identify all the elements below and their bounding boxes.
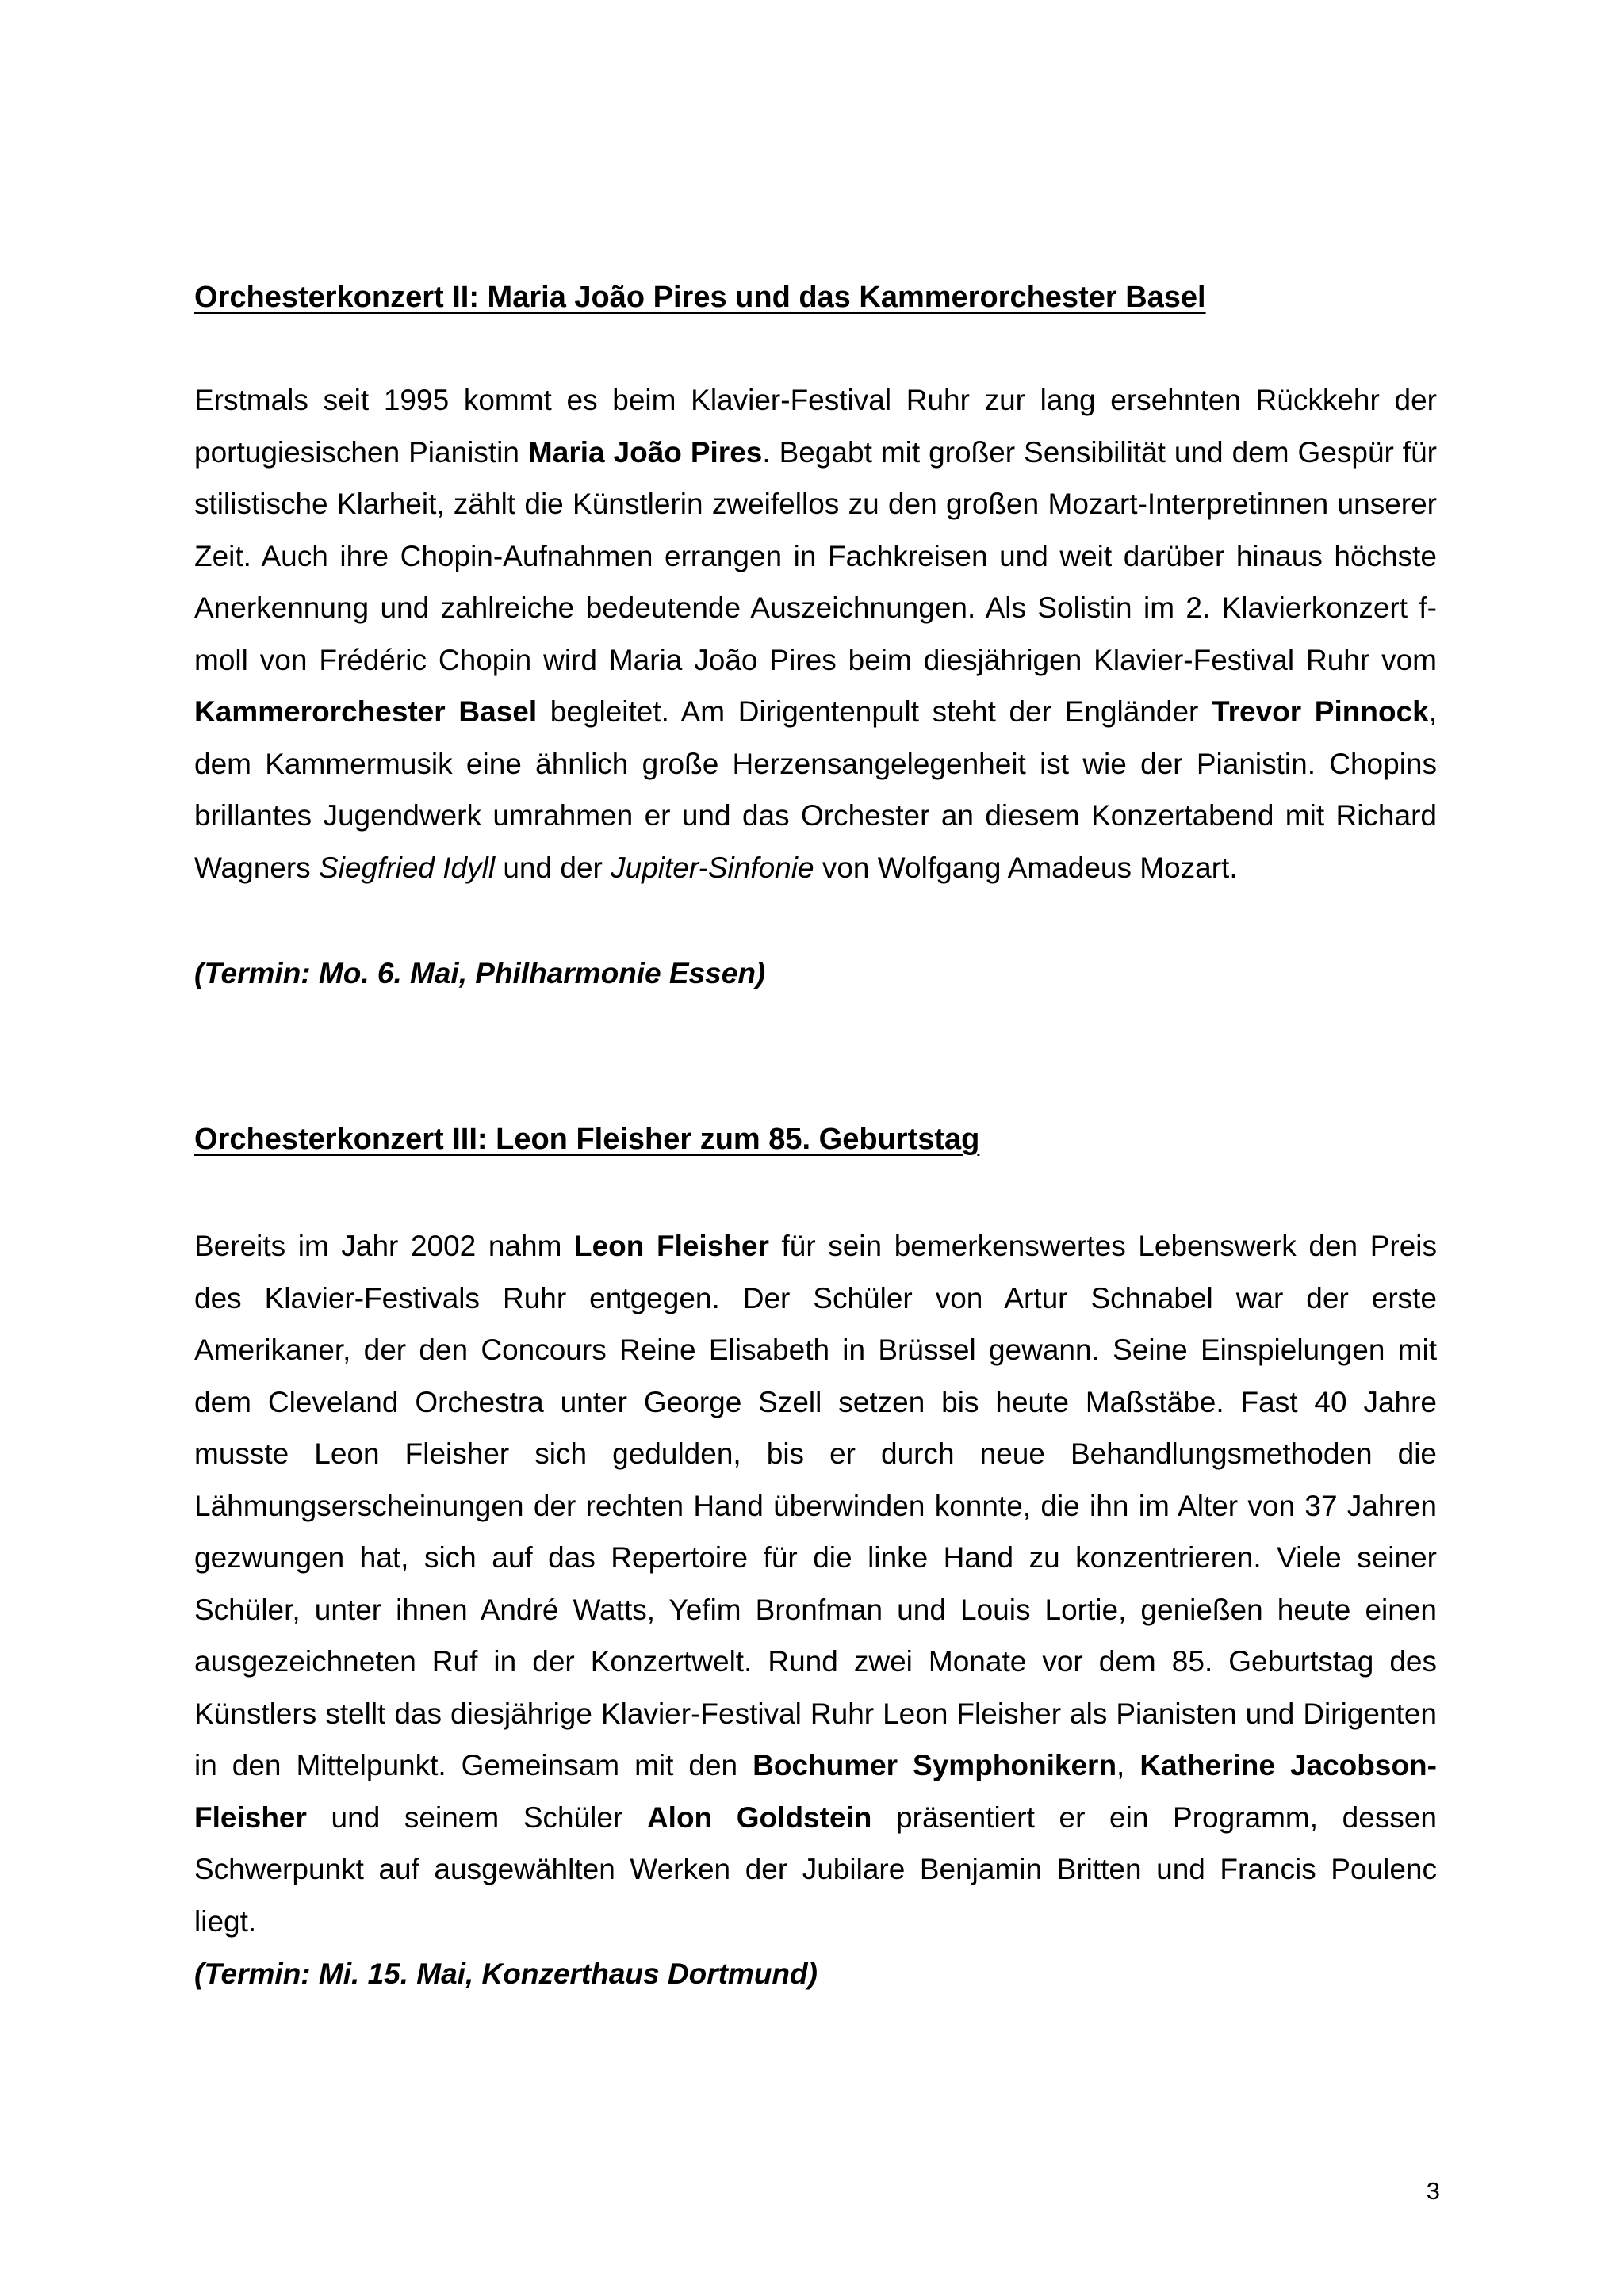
text-run: begleitet. Am Dirigentenpult steht der Engländer — [537, 695, 1212, 728]
performer-name-bold: Alon Goldstein — [646, 1800, 872, 1834]
page-number: 3 — [1426, 2177, 1440, 2205]
text-run: , — [1116, 1749, 1140, 1781]
text-run: von Wolfgang Amadeus Mozart. — [814, 851, 1238, 884]
orchestra-name-bold: Bochumer Symphonikern — [753, 1749, 1117, 1781]
performer-name-bold: Maria João Pires — [527, 435, 763, 469]
text-run: für sein bemerkenswertes Lebenswerk den Preis des Klavier-Festivals Ruhr entgegen. Der Schüler von Artur Schnabel war der erste Amerikaner, der den Concours Reine Elisabeth in Brüssel gewann. Seine Einspielungen mit dem Cleveland Orchestra unter George Szell setzen bis heute Maßstäbe. Fast 40 Jahre musste Leon Fleisher sich gedulden, bis er durch neue Behandlungsmethoden die Lähmungserscheinungen der rechten Hand überwinden konnte, die ihn im Alter von 37 Jahren gezwungen hat, sich auf das Repertoire für die linke Hand zu konzentrieren. Viele seiner Schüler, unter ihnen André Watts, Yefim Bronfman und Louis Lortie, genießen heute einen ausgezeichneten Ruf in der Konzertwelt. Rund zwei Monate vor dem 85. Geburtstag des Künstlers stellt das diesjährige Klavier-Festival Ruhr Leon Fleisher als Pianisten und Dirigenten in den Mittelpunkt. Gemeinsam mit den — [194, 1230, 1438, 1781]
text-run: und seinem Schüler — [306, 1800, 647, 1834]
performer-name-bold: Leon Fleisher — [574, 1230, 769, 1262]
conductor-name-bold: Trevor Pinnock — [1212, 695, 1429, 728]
section-1-termin: (Termin: Mo. 6. Mai, Philharmonie Essen) — [194, 957, 766, 989]
text-run: präsentiert er ein Programm, dessen Schwerpunkt auf ausgewählten Werken der Jubilare Benjamin Britten und Francis Poulenc liegt. — [194, 1800, 1437, 1938]
text-run: Erstmals seit 1995 kommt es beim Klavier-Festival Ruhr zur lang ersehnten Rückkehr der portugiesischen Pianistin — [194, 384, 1437, 469]
text-run: Bereits im Jahr 2002 nahm — [194, 1230, 574, 1262]
section-1-heading: Orchesterkonzert II: Maria João Pires und das Kammerorchester Basel — [194, 281, 1206, 314]
section-2-paragraph — [194, 1220, 1437, 1947]
text-run: . Begabt mit großer Sensibilität und dem Gespür für stilistische Klarheit, zählt die Künstlerin zweifellos zu den großen Mozart-Interpretinnen unserer Zeit. Auch ihre Chopin-Aufnahmen errangen in Fachkreisen und weit darüber hinaus höchste Anerkennung und zahlreiche bedeutende Auszeichnungen. Als Solistin im 2. Klavierkonzert f-moll von Frédéric Chopin wird Maria João Pires beim diesjährigen Klavier-Festival Ruhr vom — [194, 435, 1437, 676]
section-2-heading: Orchesterkonzert III: Leon Fleisher zum 85. Geburtstag — [194, 1123, 980, 1156]
performer-name-bold: Katherine Jacobson-Fleisher — [194, 1749, 1437, 1834]
text-run: , dem Kammermusik eine ähnlich große Herzensangelegenheit ist wie der Pianistin. Chopins brillantes Jugendwerk umrahmen er und das Orchester an diesem Konzertabend mit Richard Wagners — [194, 695, 1438, 884]
section-1-paragraph — [194, 374, 1437, 894]
work-title-italic: Jupiter-Sinfonie — [611, 851, 814, 884]
orchestra-name-bold: Kammerorchester Basel — [194, 695, 538, 728]
section-2-termin: (Termin: Mi. 15. Mai, Konzerthaus Dortmund) — [194, 1957, 818, 1990]
work-title-italic: Siegfried Idyll — [318, 851, 496, 884]
text-run: und der — [495, 851, 611, 884]
